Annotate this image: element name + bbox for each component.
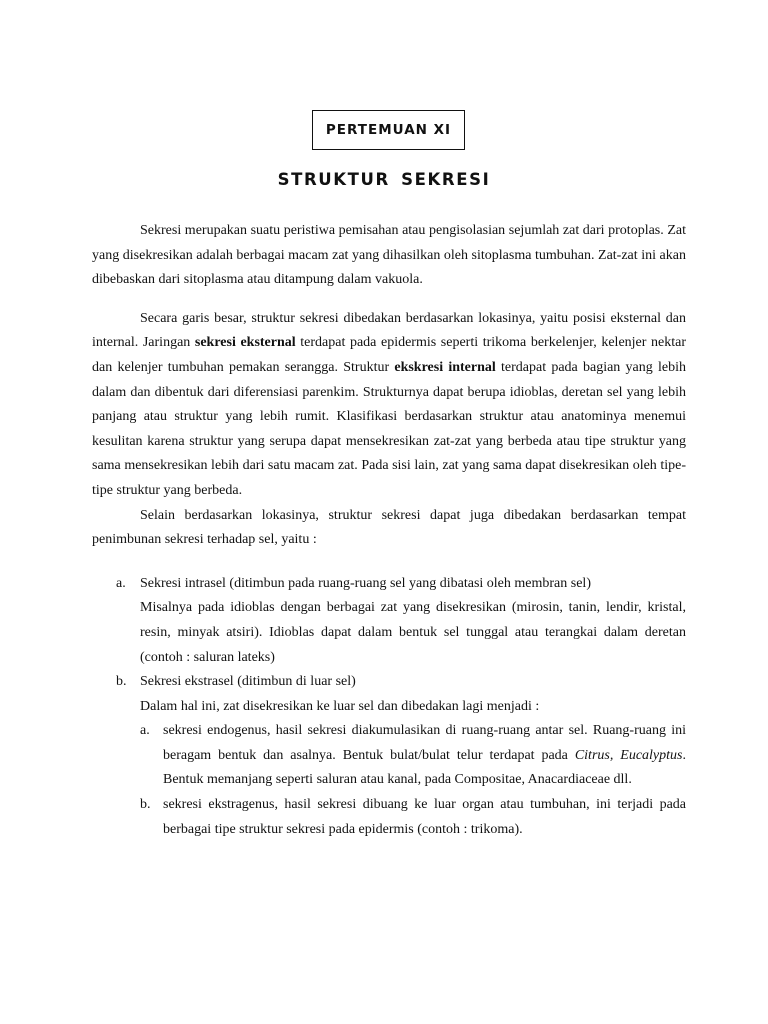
list-item-a [92,572,686,670]
list-item-b-text: Dalam hal ini, zat disekresikan ke luar sel dan dibedakan lagi menjadi : [140,698,540,714]
sub-list-marker-b: b. [140,797,151,813]
paragraph-2-text-3: terdapat pada bagian yang lebih dalam dan dibentuk dari diferensiasi parenkim. Strukturnya dapat berupa idioblas, deretan sel yang lebih panjang atau struktur yang lebih rumit. Klasifikasi berdasarkan struktur atau anatominya menemui kesulitan karena struktur yang serupa dapat mensekresikan zat-zat yang berbeda atau tipe struktur yang sama mensekresikan lebih dari satu macam zat. Pada sisi lain, zat yang sama dapat disekresikan oleh tipe-tipe struktur yang berbeda. [92,359,686,498]
sub-list-marker-a: a. [140,723,150,739]
list-item-b-heading: Sekresi ekstrasel (ditimbun di luar sel) [140,674,356,690]
meeting-label-box [312,110,465,150]
sub-item-a-genus-names: Citrus, Eucalyptus [574,747,683,763]
term-sekresi-eksternal: sekresi eksternal [194,335,296,351]
paragraph-1: Sekresi merupakan suatu peristiwa pemisahan atau pengisolasian sejumlah zat dari protoplas. Zat yang disekresikan adalah berbagai macam zat yang dihasilkan oleh sitoplasma tumbuhan. Zat-zat ini akan dibebaskan dari sitoplasma atau ditampung dalam vakuola. [92,223,686,288]
paragraph-2 [92,307,686,504]
list-marker-a: a. [116,575,126,591]
sub-item-b-text: sekresi ekstragenus, hasil sekresi dibuang ke luar organ atau tumbuhan, ini terjadi pada berbagai tipe struktur sekresi pada epidermis (contoh : trikoma). [163,797,686,837]
paragraph-2-text-1: Secara garis besar, struktur sekresi dibedakan berdasarkan lokasinya, yaitu posisi eksternal dan internal. Jaringan [92,310,686,351]
sub-item-a-text-2: . Bentuk memanjang seperti saluran atau kanal, pada Compositae, Anacardiaceae dll. [163,747,686,788]
secretion-list [92,572,686,843]
sub-list-item-b [140,793,686,842]
list-marker-b: b. [116,674,127,690]
list-item-a-text: Misalnya pada idioblas dengan berbagai zat yang disekresikan (mirosin, tanin, lendir, kristal, resin, minyak atsiri). Idioblas dapat dalam bentuk sel tunggal atau terangkai dalam deretan (contoh : saluran lateks) [140,600,686,665]
list-item-b [92,670,686,842]
paragraph-2-text-2: terdapat pada epidermis seperti trikoma berkelenjer, kelenjer nektar dan kelenjer tumbuhan pemakan serangga. Struktur [92,335,686,375]
list-item-a-heading: Sekresi intrasel (ditimbun pada ruang-ruang sel yang dibatasi oleh membran sel) [140,575,591,591]
paragraph-3: Selain berdasarkan lokasinya, struktur sekresi dapat juga dibedakan berdasarkan tempat penimbunan sekresi terhadap sel, yaitu : [92,507,686,548]
sub-item-a-text-1: sekresi endogenus, hasil sekresi diakumulasikan di ruang-ruang antar sel. Ruang-ruang ini beragam bentuk dan asalnya. Bentuk bulat/bulat telur terdapat pada [163,723,686,763]
sub-list [140,719,686,842]
sub-list-item-a [140,719,686,793]
document-body [92,219,686,842]
meeting-label: PERTEMUAN XI [325,122,452,138]
page-title: STRUKTUR SEKRESI [277,170,491,189]
term-ekskresi-internal: ekskresi internal [394,359,496,375]
